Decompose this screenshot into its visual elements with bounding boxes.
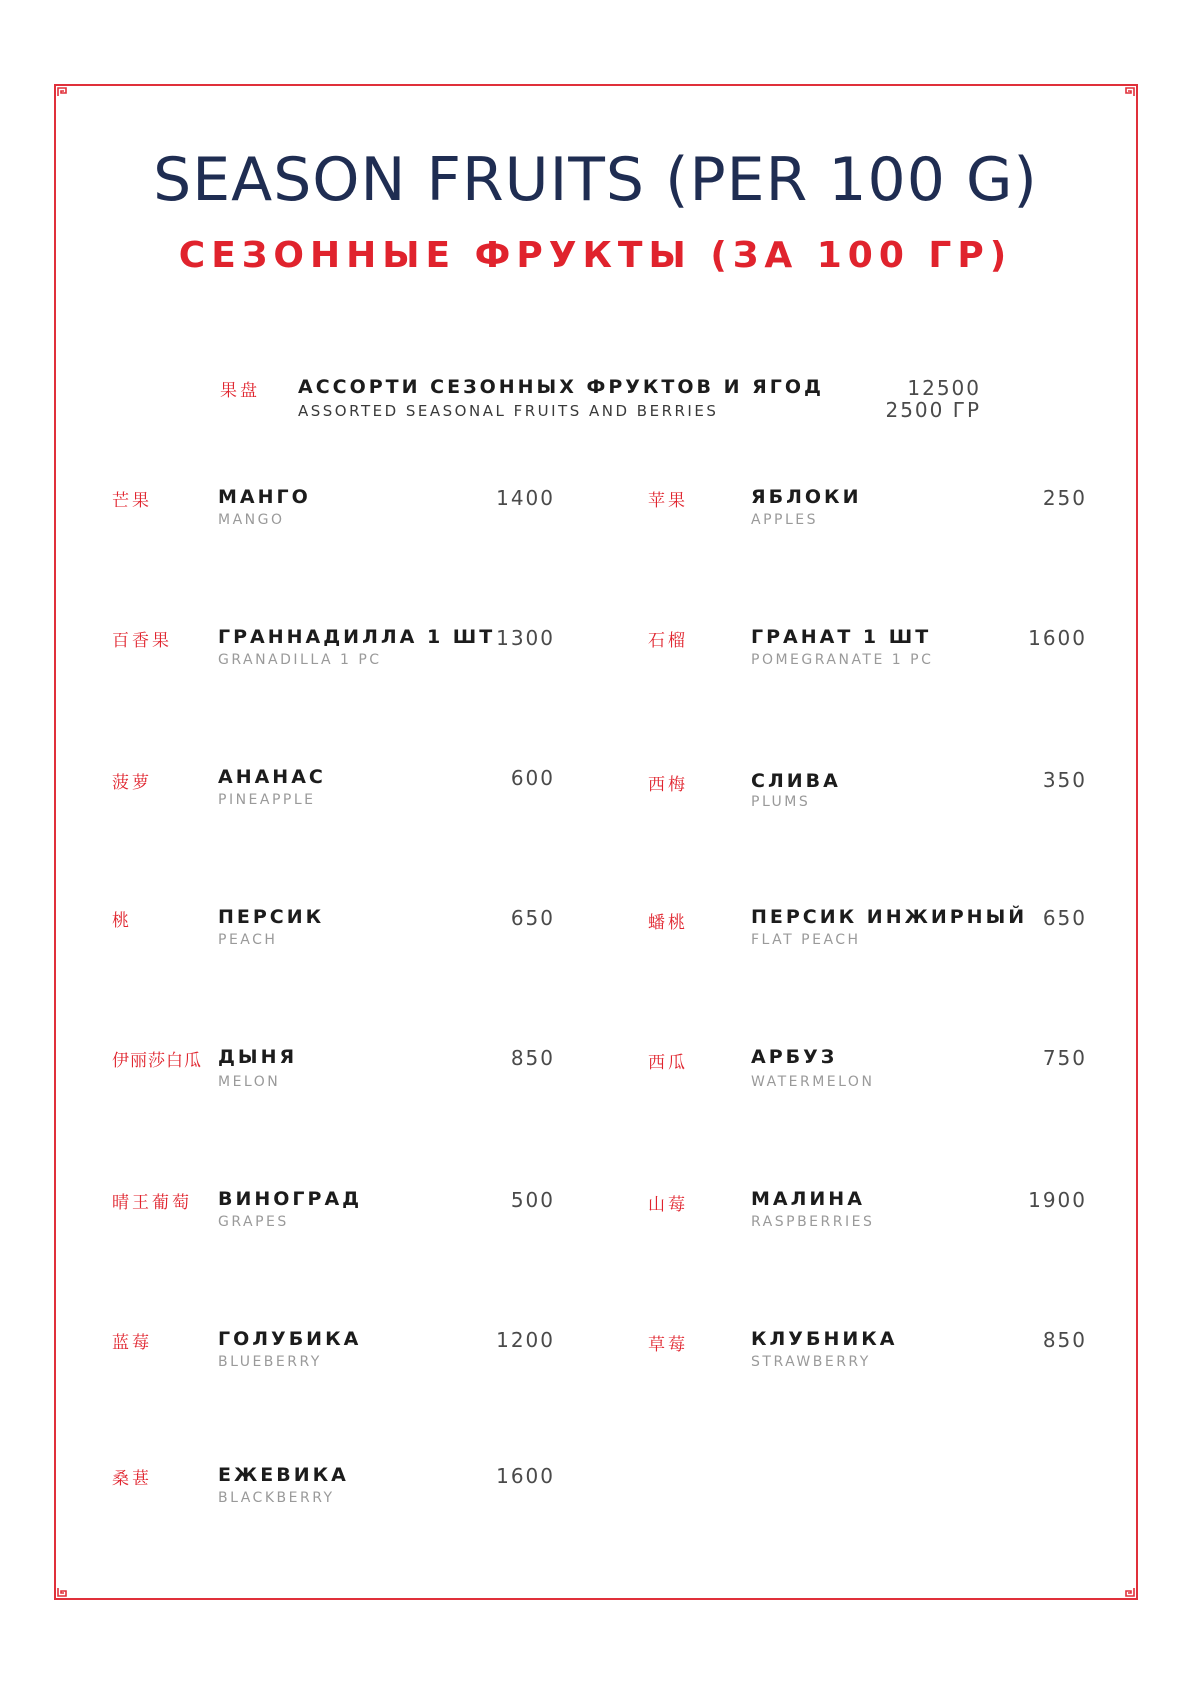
item-price: 750	[1042, 1046, 1087, 1070]
item-russian-name: СЛИВА	[751, 770, 841, 792]
item-english-name: GRAPES	[218, 1214, 289, 1230]
item-chinese-name: 菠萝	[112, 773, 152, 793]
menu-border-frame	[54, 84, 1138, 1600]
item-english-name: WATERMELON	[751, 1074, 875, 1090]
item-price: 650	[510, 906, 555, 930]
item-chinese-name: 山莓	[648, 1195, 688, 1215]
corner-ornament-bottom-left	[54, 1584, 70, 1600]
item-english-name: PEACH	[218, 932, 278, 948]
item-price: 250	[1042, 486, 1087, 510]
item-russian-name: ЕЖЕВИКА	[218, 1464, 349, 1486]
item-english-name: FLAT PEACH	[751, 932, 861, 948]
item-english-name: MANGO	[218, 512, 285, 528]
featured-price: 12500	[907, 376, 981, 400]
item-russian-name: АРБУЗ	[751, 1046, 838, 1068]
item-price: 500	[510, 1188, 555, 1212]
item-russian-name: АНАНАС	[218, 766, 326, 788]
item-russian-name: ГОЛУБИКА	[218, 1328, 362, 1350]
item-chinese-name: 西梅	[648, 775, 688, 795]
item-price: 600	[510, 766, 555, 790]
item-russian-name: ЯБЛОКИ	[751, 486, 862, 508]
item-price: 850	[1042, 1328, 1087, 1352]
item-price: 1300	[496, 626, 555, 650]
item-english-name: POMEGRANATE 1 PC	[751, 652, 934, 668]
item-english-name: MELON	[218, 1074, 281, 1090]
item-chinese-name: 百香果	[112, 631, 172, 651]
item-english-name: PLUMS	[751, 794, 811, 810]
item-price: 850	[510, 1046, 555, 1070]
item-english-name: APPLES	[751, 512, 818, 528]
item-price: 1600	[496, 1464, 555, 1488]
item-russian-name: ГРАННАДИЛЛА 1 ШТ	[218, 626, 496, 648]
item-russian-name: ПЕРСИК ИНЖИРНЫЙ	[751, 906, 1028, 928]
item-english-name: STRAWBERRY	[751, 1354, 871, 1370]
item-english-name: PINEAPPLE	[218, 792, 316, 808]
item-russian-name: ПЕРСИК	[218, 906, 325, 928]
item-russian-name: МАЛИНА	[751, 1188, 865, 1210]
item-english-name: BLUEBERRY	[218, 1354, 322, 1370]
featured-portion: 2500 ГР	[885, 398, 981, 422]
item-chinese-name: 石榴	[648, 631, 688, 651]
item-chinese-name: 西瓜	[648, 1053, 688, 1073]
item-russian-name: ДЫНЯ	[218, 1046, 298, 1068]
item-chinese-name: 桑葚	[112, 1469, 152, 1489]
item-chinese-name: 伊丽莎白瓜	[112, 1051, 202, 1071]
item-chinese-name: 蟠桃	[648, 913, 688, 933]
featured-chinese-name: 果盘	[220, 381, 260, 401]
item-russian-name: КЛУБНИКА	[751, 1328, 898, 1350]
item-chinese-name: 晴王葡萄	[112, 1193, 192, 1213]
corner-ornament-top-left	[54, 84, 70, 100]
item-english-name: RASPBERRIES	[751, 1214, 875, 1230]
item-price: 350	[1042, 768, 1087, 792]
corner-ornament-bottom-right	[1122, 1584, 1138, 1600]
item-russian-name: ГРАНАТ 1 ШТ	[751, 626, 932, 648]
item-chinese-name: 苹果	[648, 491, 688, 511]
page-title-russian: СЕЗОННЫЕ ФРУКТЫ (ЗА 100 ГР)	[178, 235, 1013, 276]
page-title-english: SEASON FRUITS (PER 100 G)	[153, 145, 1038, 215]
item-price: 1600	[1028, 626, 1087, 650]
item-english-name: BLACKBERRY	[218, 1490, 335, 1506]
item-english-name: GRANADILLA 1 PC	[218, 652, 382, 668]
corner-ornament-top-right	[1122, 84, 1138, 100]
featured-english-name: ASSORTED SEASONAL FRUITS AND BERRIES	[298, 402, 719, 420]
item-price: 650	[1042, 906, 1087, 930]
item-russian-name: МАНГО	[218, 486, 311, 508]
item-chinese-name: 桃	[112, 911, 132, 931]
item-price: 1400	[496, 486, 555, 510]
item-chinese-name: 芒果	[112, 491, 152, 511]
item-price: 1900	[1028, 1188, 1087, 1212]
item-russian-name: ВИНОГРАД	[218, 1188, 363, 1210]
item-chinese-name: 蓝莓	[112, 1333, 152, 1353]
featured-russian-name: АССОРТИ СЕЗОННЫХ ФРУКТОВ И ЯГОД	[298, 376, 824, 398]
item-price: 1200	[496, 1328, 555, 1352]
item-chinese-name: 草莓	[648, 1335, 688, 1355]
